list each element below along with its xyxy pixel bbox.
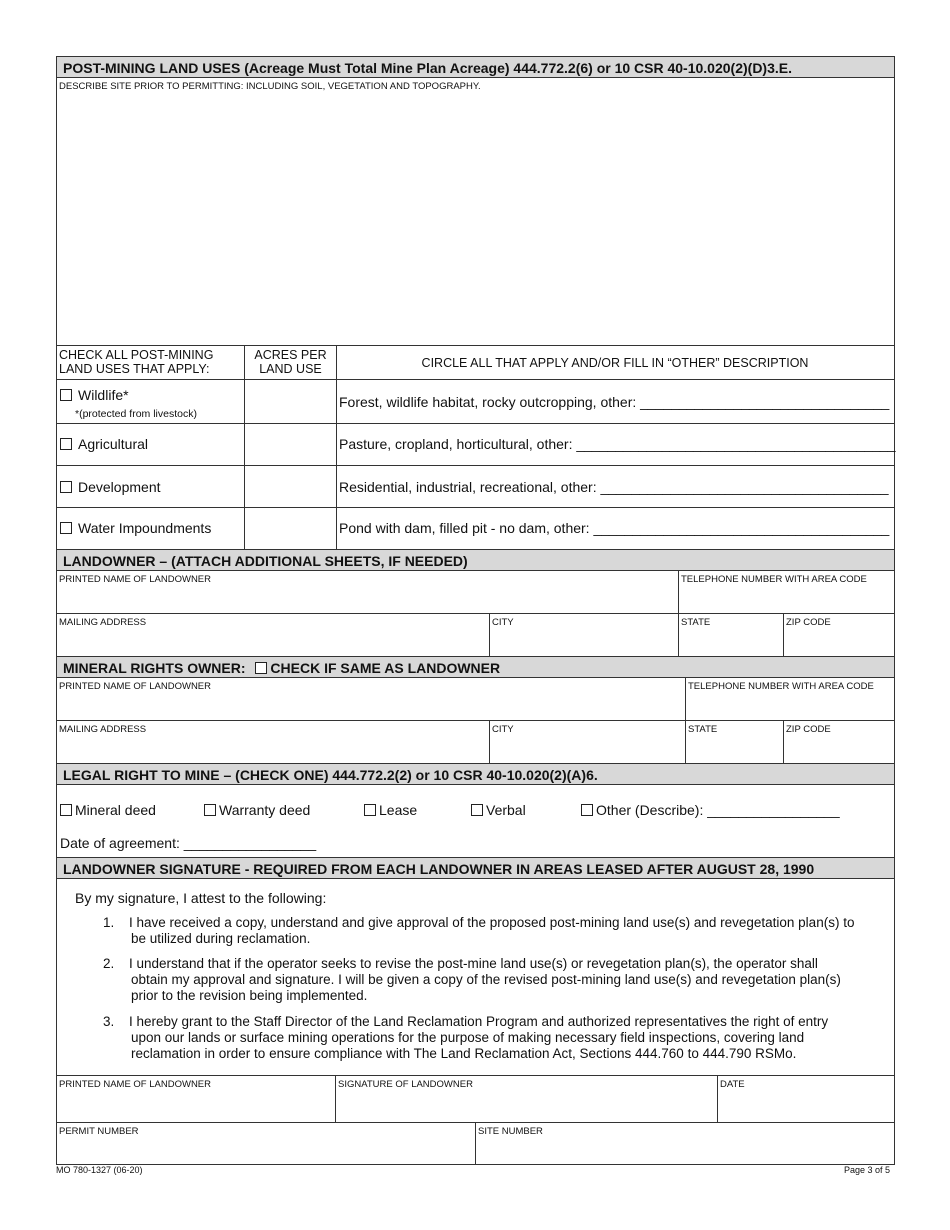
mineral-rights-header (56, 656, 895, 678)
landowner-header: LANDOWNER – (ATTACH ADDITIONAL SHEETS, IF NEEDED) (56, 549, 895, 571)
mineral-deed-label: Mineral deed (75, 802, 156, 818)
water-impoundments-acres-field[interactable] (247, 509, 333, 547)
landowner-telephone-label: TELEPHONE NUMBER WITH AREA CODE (681, 574, 867, 585)
post-mining-header: POST-MINING LAND USES (Acreage Must Total Mine Plan Acreage) 444.772.2(6) or 10 CSR 40-10.020(2)(D)3.E. (56, 56, 895, 78)
sig-date-field[interactable] (720, 1093, 891, 1120)
landowner-mailing-label: MAILING ADDRESS (59, 617, 147, 628)
development-label: Development (78, 479, 161, 495)
legal-right-header: LEGAL RIGHT TO MINE – (CHECK ONE) 444.772.2(2) or 10 CSR 40-10.020(2)(A)6. (56, 763, 895, 785)
water-impoundments-desc[interactable]: Pond with dam, filled pit - no dam, other: ______________________________________ (339, 520, 890, 536)
agricultural-desc[interactable]: Pasture, cropland, horticultural, other: _________________________________________ (339, 436, 896, 452)
sig-printed-name-label: PRINTED NAME OF LANDOWNER (59, 1079, 212, 1090)
wildlife-desc[interactable]: Forest, wildlife habitat, rocky outcropping, other: ________________________________ (339, 394, 890, 410)
col-check-header: CHECK ALL POST-MINING LAND USES THAT APPLY: (59, 348, 214, 376)
landowner-mailing-field[interactable] (59, 631, 485, 655)
site-number-label: SITE NUMBER (478, 1126, 543, 1137)
mineral-telephone-label: TELEPHONE NUMBER WITH AREA CODE (688, 681, 874, 692)
mineral-printed-name-label: PRINTED NAME OF LANDOWNER (59, 681, 212, 692)
mineral-state-label: STATE (688, 724, 718, 735)
landowner-printed-name-label: PRINTED NAME OF LANDOWNER (59, 574, 212, 585)
development-desc[interactable]: Residential, industrial, recreational, other: _____________________________________ (339, 479, 889, 495)
mineral-rights-section (56, 677, 895, 764)
landowner-zip-label: ZIP CODE (786, 617, 831, 628)
warranty-deed-checkbox[interactable] (204, 804, 216, 816)
development-checkbox[interactable] (60, 481, 72, 493)
landowner-state-field[interactable] (681, 631, 781, 655)
verbal-label: Verbal (486, 802, 526, 818)
landowner-city-field[interactable] (492, 631, 675, 655)
verbal-checkbox[interactable] (471, 804, 483, 816)
land-use-row (60, 387, 129, 403)
other-option[interactable] (581, 802, 840, 818)
mineral-telephone-field[interactable] (688, 694, 891, 718)
mineral-deed-checkbox[interactable] (60, 804, 72, 816)
mineral-mailing-label: MAILING ADDRESS (59, 724, 147, 735)
wildlife-checkbox[interactable] (60, 389, 72, 401)
describe-site-label: DESCRIBE SITE PRIOR TO PERMITTING: INCLUDING SOIL, VEGETATION AND TOPOGRAPHY. (59, 81, 481, 92)
attest-intro: By my signature, I attest to the following: (75, 890, 327, 906)
other-checkbox[interactable] (581, 804, 593, 816)
landowner-section (56, 570, 895, 657)
mineral-rights-header-label: MINERAL RIGHTS OWNER: (63, 660, 246, 676)
agricultural-acres-field[interactable] (247, 425, 333, 463)
land-use-row (60, 436, 148, 452)
sig-printed-name-field[interactable] (59, 1093, 331, 1120)
lease-label: Lease (379, 802, 418, 818)
date-of-agreement[interactable]: Date of agreement: _________________ (60, 835, 317, 851)
mineral-zip-field[interactable] (786, 738, 891, 762)
wildlife-label: Wildlife* (78, 387, 129, 403)
col-circle-header: CIRCLE ALL THAT APPLY AND/OR FILL IN “OTHER” DESCRIPTION (421, 356, 809, 370)
landowner-city-label: CITY (492, 617, 514, 628)
agricultural-checkbox[interactable] (60, 438, 72, 450)
post-mining-section (56, 77, 895, 550)
water-impoundments-checkbox[interactable] (60, 522, 72, 534)
development-acres-field[interactable] (247, 467, 333, 505)
mineral-city-field[interactable] (492, 738, 682, 762)
warranty-deed-label: Warranty deed (219, 802, 311, 818)
permit-number-label: PERMIT NUMBER (59, 1126, 139, 1137)
mineral-city-label: CITY (492, 724, 514, 735)
site-number-field[interactable] (478, 1140, 891, 1163)
attest-item: 3. I hereby grant to the Staff Director of the Land Reclamation Program and authorized representatives the right of entry upon our lands or surface mining operations for the purpose of making necessary field inspections, covering land reclamation in order to ensure compliance with The Land Reclamation Act, Sections 444.760 to 444.790 RSMo. (103, 1014, 829, 1061)
mineral-zip-label: ZIP CODE (786, 724, 831, 735)
agricultural-label: Agricultural (78, 436, 149, 452)
mineral-name-field[interactable] (59, 694, 681, 718)
sig-signature-field[interactable] (338, 1093, 714, 1120)
mineral-mailing-field[interactable] (59, 738, 485, 762)
same-as-landowner-label: CHECK IF SAME AS LANDOWNER (270, 660, 501, 676)
col-acres-header: ACRES PER LAND USE (254, 348, 327, 376)
wildlife-acres-field[interactable] (247, 381, 333, 421)
water-impoundments-label: Water Impoundments (78, 520, 212, 536)
attest-item: 1. I have received a copy, understand and give approval of the proposed post-mining land use(s) and revegetation plan(s) to be utilized during reclamation. (103, 915, 855, 946)
sig-signature-label: SIGNATURE OF LANDOWNER (338, 1079, 473, 1090)
landowner-name-field[interactable] (59, 587, 674, 611)
wildlife-note: *(protected from livestock) (75, 408, 197, 420)
warranty-deed-option[interactable] (204, 802, 310, 818)
mineral-deed-option[interactable] (60, 802, 156, 818)
lease-checkbox[interactable] (364, 804, 376, 816)
land-use-row (60, 520, 211, 536)
landowner-state-label: STATE (681, 617, 711, 628)
landowner-signature-section (56, 878, 895, 1165)
form-id: MO 780-1327 (06-20) (56, 1165, 143, 1175)
legal-right-section (56, 784, 895, 858)
landowner-zip-field[interactable] (786, 631, 891, 655)
same-as-landowner-checkbox[interactable] (255, 662, 267, 674)
permit-number-field[interactable] (59, 1140, 471, 1163)
mineral-state-field[interactable] (688, 738, 781, 762)
landowner-signature-header: LANDOWNER SIGNATURE - REQUIRED FROM EACH LANDOWNER IN AREAS LEASED AFTER AUGUST 28, 1990 (56, 857, 895, 879)
describe-site-field[interactable] (59, 94, 892, 344)
sig-date-label: DATE (720, 1079, 745, 1090)
other-label: Other (Describe): _________________ (596, 802, 840, 818)
landowner-telephone-field[interactable] (681, 587, 891, 611)
lease-option[interactable] (364, 802, 417, 818)
verbal-option[interactable] (471, 802, 526, 818)
attest-item: 2. I understand that if the operator seeks to revise the post-mine land use(s) or revegetation plan(s), the operator shall obtain my approval and signature. I will be given a copy of the revised post-mining land use(s) and revegetation plan(s) prior to the revision being implemented. (103, 956, 841, 1003)
page-number: Page 3 of 5 (843, 1165, 890, 1175)
land-use-row (60, 479, 161, 495)
